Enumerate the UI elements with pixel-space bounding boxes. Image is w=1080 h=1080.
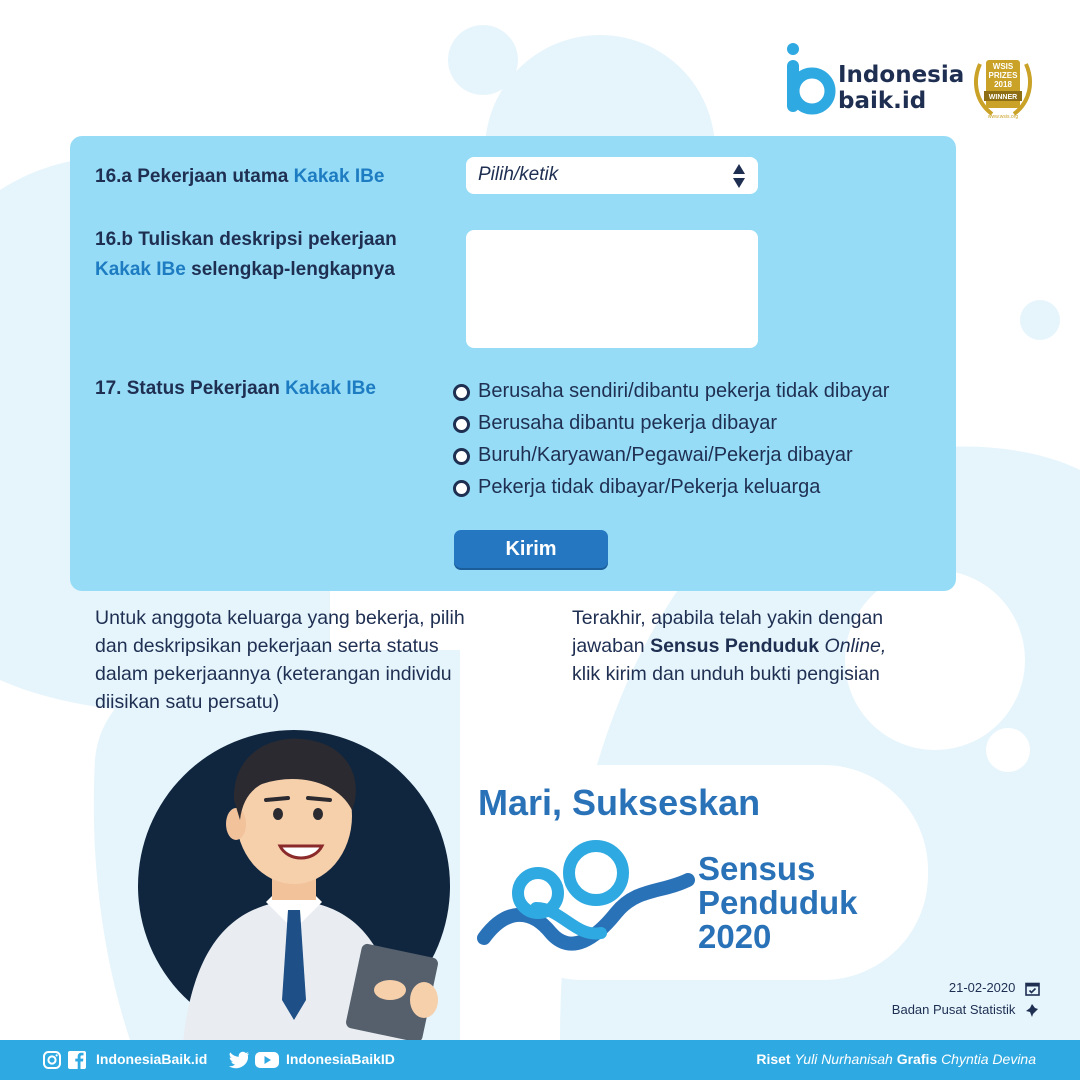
award-line4: WINNER xyxy=(988,94,1018,101)
note-left-line: dan deskripsikan pekerjaan serta status xyxy=(95,635,439,657)
brand-name-line1: Indonesia xyxy=(838,62,965,88)
instagram-icon[interactable] xyxy=(42,1050,62,1070)
job-description-textarea[interactable] xyxy=(466,230,758,348)
radio-button-icon[interactable] xyxy=(453,480,470,497)
campaign-headline: Mari, Sukseskan xyxy=(478,782,761,823)
question-16b-label xyxy=(95,225,397,285)
award-line2: PRIZES xyxy=(988,71,1018,80)
question-16b-highlight: Kakak IBe xyxy=(95,259,186,280)
facebook-icon[interactable] xyxy=(67,1050,87,1070)
publish-date xyxy=(949,980,1040,996)
data-source-text: Badan Pusat Statistik xyxy=(891,1002,1016,1017)
note-right-line2-bold: Sensus Penduduk xyxy=(650,635,820,657)
note-right xyxy=(572,604,972,688)
footer-credits xyxy=(756,1051,1036,1067)
status-option-label: Pekerja tidak dibayar/Pekerja keluarga xyxy=(478,476,821,498)
note-right-line3: klik kirim dan unduh bukti pengisian xyxy=(572,663,880,685)
occupation-select[interactable] xyxy=(466,157,758,194)
question-16b-text-line1: 16.b Tuliskan deskripsi pekerjaan xyxy=(95,229,397,250)
wsis-award-badge xyxy=(970,56,1036,122)
award-line5: www.wsis.org xyxy=(987,114,1019,120)
data-source xyxy=(892,1002,1040,1018)
question-16a-text: 16.a Pekerjaan utama xyxy=(95,166,289,187)
note-right-line2-pre: jawaban xyxy=(572,635,645,657)
brand-name-line2: baik.id xyxy=(838,88,927,114)
status-option-label: Berusaha dibantu pekerja dibayar xyxy=(478,412,778,434)
sensus-line3: 2020 xyxy=(698,918,772,955)
footer-right-handle[interactable]: IndonesiaBaikID xyxy=(286,1051,395,1067)
select-updown-icon xyxy=(732,162,746,190)
publish-date-text: 21-02-2020 xyxy=(948,980,1016,995)
sensus-line1: Sensus xyxy=(698,850,816,887)
status-option-label: Berusaha sendiri/dibantu pekerja tidak dibayar xyxy=(478,380,890,402)
mascot-illustration xyxy=(138,730,454,1042)
question-16a-highlight: Kakak IBe xyxy=(293,166,385,187)
status-option-label: Buruh/Karyawan/Pegawai/Pekerja dibayar xyxy=(478,444,853,466)
note-right-line1: Terakhir, apabila telah yakin dengan xyxy=(572,607,884,629)
sensus-penduduk-wordmark xyxy=(698,852,858,954)
award-line3: 2018 xyxy=(994,80,1012,89)
occupation-select-value: Pilih/ketik xyxy=(478,164,559,185)
note-left-line: diisikan satu persatu) xyxy=(95,691,280,713)
radio-button-icon[interactable] xyxy=(453,384,470,401)
question-17-text: 17. Status Pekerjaan xyxy=(95,378,280,399)
award-line1: WSIS xyxy=(992,62,1014,71)
twitter-icon[interactable] xyxy=(228,1050,250,1070)
radio-button-icon[interactable] xyxy=(453,416,470,433)
note-left-line: Untuk anggota keluarga yang bekerja, pilih xyxy=(95,607,465,629)
question-16b-text-line2: selengkap-lengkapnya xyxy=(191,259,395,280)
question-17-highlight: Kakak IBe xyxy=(285,378,376,399)
sensus-penduduk-logo xyxy=(476,838,696,956)
question-16a-label xyxy=(95,162,384,192)
riset-label: Riset xyxy=(756,1051,791,1067)
riset-name: Yuli Nurhanisah xyxy=(794,1051,893,1067)
grafis-name: Chyntia Devina xyxy=(941,1051,1036,1067)
pin-icon xyxy=(1025,1003,1040,1018)
sensus-line2: Penduduk xyxy=(698,884,858,921)
radio-button-icon[interactable] xyxy=(453,448,470,465)
grafis-label: Grafis xyxy=(896,1051,938,1067)
submit-button[interactable]: Kirim xyxy=(454,530,608,568)
youtube-icon[interactable] xyxy=(254,1050,280,1070)
question-17-label xyxy=(95,374,376,404)
note-right-line2-italic: Online, xyxy=(824,635,887,657)
footer-left-handle[interactable]: IndonesiaBaik.id xyxy=(96,1051,208,1067)
calendar-icon xyxy=(1025,981,1040,996)
census-form-card xyxy=(70,136,956,591)
note-left-line: dalam pekerjaannya (keterangan individu xyxy=(95,663,452,685)
brand-wordmark xyxy=(838,62,964,114)
note-left xyxy=(95,604,535,716)
footer-bar xyxy=(0,1040,1080,1080)
